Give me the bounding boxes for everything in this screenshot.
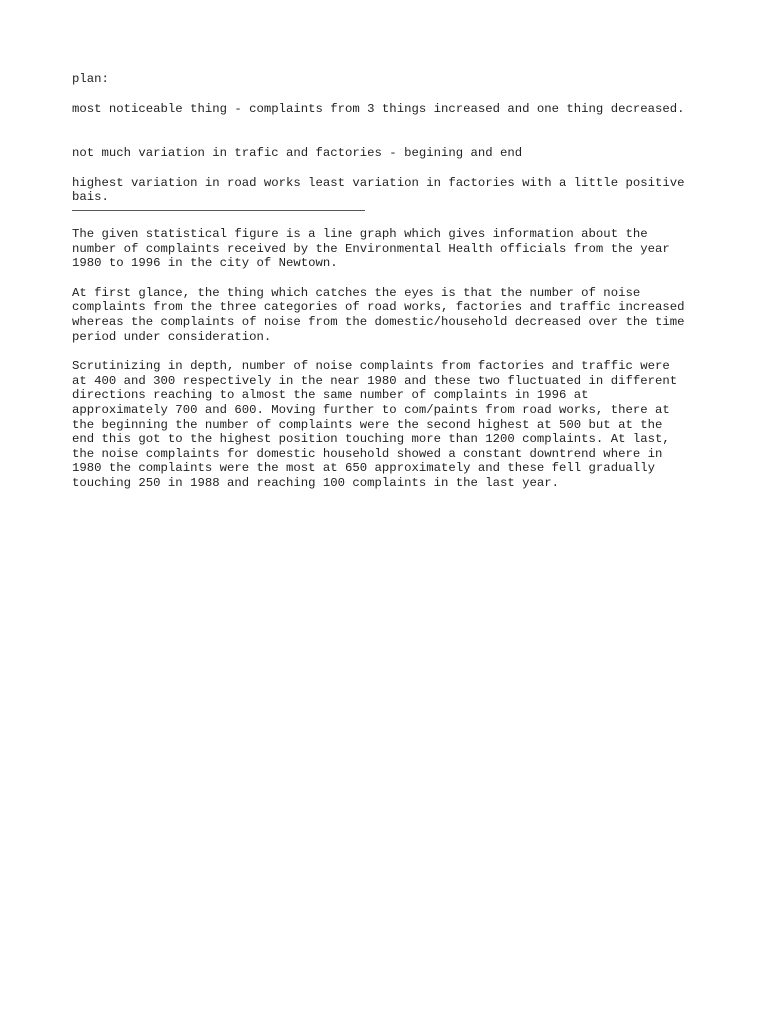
spacer [72, 161, 712, 176]
spacer [72, 271, 712, 286]
essay-paragraph: At first glance, the thing which catches the eyes is that the number of noise complaints from the three categories of road works, factories and traffic increased whereas the complaints of noise from the domestic/household decreased over the time period under consideration. [72, 285, 685, 344]
document-page [72, 72, 712, 490]
plan-point: most noticeable thing - complaints from 3 things increased and one thing decreased. [72, 101, 685, 116]
plan-point: not much variation in trafic and factories - begining and end [72, 146, 523, 161]
essay-paragraph: Scrutinizing in depth, number of noise complaints from factories and traffic were at 400 and 300 respectively in the near 1980 and these two fluctuated in different directions reaching to almost the same number of complaints in 1996 at approximately 700 and 600. Moving further to com/paints from road works, there at the beginning the number of complaints were the second highest at 500 but at the end this got to the highest position touching more than 1200 complaints. At last, the noise complaints for domestic household showed a constant downtrend where in 1980 the complaints were the most at 650 approximately and these fell gradually touching 250 in 1988 and reaching 100 complaints in the last year. [72, 359, 678, 490]
horizontal-divider [72, 210, 365, 211]
spacer [72, 344, 712, 359]
spacer [72, 87, 712, 102]
spacer [72, 116, 712, 146]
essay-paragraph: The given statistical figure is a line graph which gives information about the number of complaints received by the Environmental Health officials from the year 1980 to 1996 in the city of Newtown. [72, 226, 670, 271]
plan-point: highest variation in road works least variation in factories with a little positive bais. [72, 175, 685, 205]
plan-heading: plan: [72, 72, 109, 86]
